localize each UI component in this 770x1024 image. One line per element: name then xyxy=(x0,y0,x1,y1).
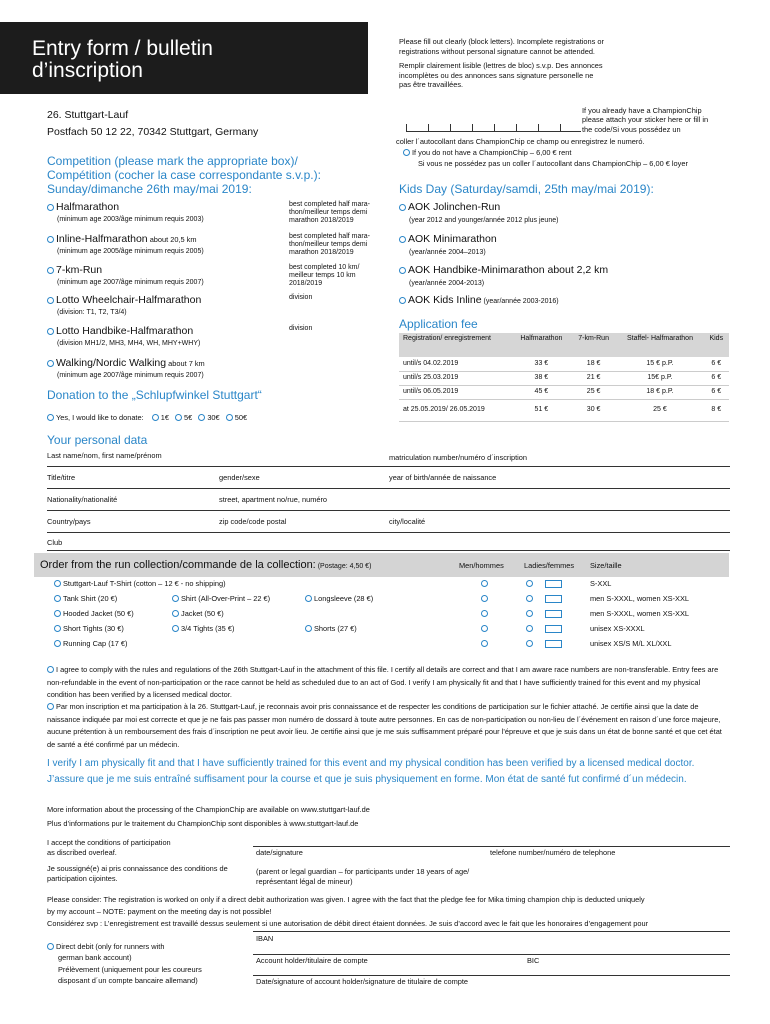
ladies-radio[interactable] xyxy=(526,625,533,632)
donation-heading: Donation to the „Schlupfwinkel Stuttgart“ xyxy=(47,388,262,402)
street-label: street, apartment no/rue, numéro xyxy=(219,495,328,504)
order-item[interactable]: Jacket (50 €) xyxy=(172,610,224,619)
best-time-field[interactable]: best completed half mara- thon/meilleur temps demi marathon 2018/2019 xyxy=(289,201,370,225)
order-radio[interactable] xyxy=(172,595,179,602)
fee-col-header: 7-km-Run xyxy=(571,333,617,357)
kids-year-note: (year/année 2004–2013) xyxy=(409,249,486,256)
chip-note: If you already have a ChampionChip please attach your sticker here or fill in the code/Si vous possédez un xyxy=(582,106,709,134)
phone-label: telefone number/numéro de telephone xyxy=(490,848,616,857)
fee-col-header: Staffel- Halfmarathon xyxy=(616,333,703,357)
fee-table xyxy=(399,333,729,422)
order-size: men S-XXXL, women XS-XXL xyxy=(590,609,689,618)
fee-cell: 30 € xyxy=(571,399,617,421)
donation-1-radio[interactable] xyxy=(152,414,159,421)
donation-yes-radio[interactable] xyxy=(47,414,54,421)
fee-cell: 15 € p.P. xyxy=(616,357,703,371)
guardian-note: (parent or legal guardian – for participants under 18 years of age/ représentant légal de mineur) xyxy=(256,867,470,886)
quantity-box[interactable] xyxy=(545,625,562,633)
best-time-field[interactable]: division xyxy=(289,294,313,301)
fee-cell: until/s 25.03.2019 xyxy=(399,371,512,385)
order-item[interactable]: Short Tights (30 €) xyxy=(54,625,124,634)
order-radio[interactable] xyxy=(54,610,61,617)
info-fr: Plus d’informations pur le traitement du ChampionChip sont disponibles à www.stuttgart-lauf.de xyxy=(47,819,359,828)
order-radio[interactable] xyxy=(54,640,61,647)
kids-option[interactable]: AOK Handbike-Minimarathon about 2,2 km xyxy=(399,264,608,277)
order-radio[interactable] xyxy=(54,625,61,632)
instructions-en: Please fill out clearly (block letters). Incomplete registrations or registrations without personal signature cannot be attended. xyxy=(399,37,604,56)
kids-option[interactable]: AOK Kids Inline (year/année 2003-2016) xyxy=(399,294,559,307)
fee-cell: until/s 06.05.2019 xyxy=(399,385,512,399)
address-line-1: 26. Stuttgart-Lauf xyxy=(47,109,129,121)
personal-heading: Your personal data xyxy=(47,433,148,447)
competition-heading: Competition (please mark the appropriate box)/ Compétition (cocher la case correspondante s.v.p.): Sunday/dimanche 26th may/mai 2019: xyxy=(47,154,321,196)
verify-text: I verify I am physically fit and that I have sufficiently trained for this event and my physical condition has been verified by a licensed medical doctor. J’assure que je me suis entraîné suffisament pour la course et que je suis physiquement en forme. Mon état de santé fut confirmé d´un médecin. xyxy=(47,758,695,785)
order-item[interactable]: Stuttgart-Lauf T-Shirt (cotton – 12 € - no shipping) xyxy=(54,580,226,589)
fee-row xyxy=(399,385,729,399)
kids-option[interactable]: AOK Jolinchen-Run xyxy=(399,201,500,214)
fee-cell: 21 € xyxy=(571,371,617,385)
order-radio[interactable] xyxy=(54,580,61,587)
kids-radio[interactable] xyxy=(399,204,406,211)
fee-cell: 18 € p.P. xyxy=(616,385,703,399)
fee-cell: 25 € xyxy=(616,399,703,421)
direct-debit-option[interactable]: Direct debit (only for runners with german bank account) Prélèvement (uniquement pour les coureurs disposant d´un compte bancaire allemand) xyxy=(47,941,202,987)
accept-text-fr: Je soussigné(e) ai pris connaissance des conditions de participation cijointes. xyxy=(47,864,228,883)
agreement-en: I agree to comply with the rules and regulations of the 26th Stuttgart-Lauf in the attachment of this file. I certify all details are correct and that I am aware race numbers are non-transferable. Entry fees are non-refundable in the event of non-participation or the race cannot be held as scheduled due to an act of God. I verify I am physically fit and that I have sufficiently trained for this event and my physical condition has been verified by a licensed medical doctor. xyxy=(47,665,719,700)
fee-heading: Application fee xyxy=(399,317,478,331)
order-size: S-XXL xyxy=(590,579,612,588)
order-item[interactable]: Hooded Jacket (50 €) xyxy=(54,610,134,619)
men-radio[interactable] xyxy=(481,625,488,632)
competition-age-note: (minimum age 2007/âge minimum requis 2007) xyxy=(57,372,204,379)
fee-cell: 8 € xyxy=(704,399,729,421)
order-size: men S-XXXL, women XS-XXL xyxy=(590,594,689,603)
men-radio[interactable] xyxy=(481,610,488,617)
best-time-field[interactable]: best completed half mara- thon/meilleur temps demi marathon 2018/2019 xyxy=(289,233,370,257)
competition-option[interactable]: Halfmarathon xyxy=(47,201,119,214)
donation-options: Yes, I would like to donate: 1€ 5€ 30€ 50€ xyxy=(47,414,247,423)
competition-radio[interactable] xyxy=(47,204,54,211)
fee-col-header: Halfmarathon xyxy=(512,333,571,357)
competition-option[interactable]: Inline-Halfmarathon about 20,5 km xyxy=(47,233,197,246)
competition-option[interactable]: 7-km-Run xyxy=(47,264,102,277)
best-time-field[interactable]: best completed 10 km/ meilleur temps 10 km 2018/2019 xyxy=(289,264,360,288)
fee-row xyxy=(399,357,729,371)
birth-label: year of birth/année de naissance xyxy=(389,473,497,482)
instructions-fr: Remplir clairement lisible (lettres de bloc) s.v.p. Des annonces incomplètes ou des annonces sans signature personelle ne pas être travaillées. xyxy=(399,61,603,90)
competition-age-note: (division: T1, T2, T3/4) xyxy=(57,309,127,316)
order-heading: Order from the run collection/commande de la collection: (Postage: 4,50 €) xyxy=(40,559,372,571)
order-radio[interactable] xyxy=(305,625,312,632)
title-label: Title/titre xyxy=(47,473,76,482)
best-time-field[interactable]: division xyxy=(289,325,313,332)
chip-rent-fr: Si vous ne possédez pas un coller l´autocollant dans ChampionChip – 6,00 € loyer xyxy=(418,159,688,168)
fee-cell: 18 € xyxy=(571,357,617,371)
fee-cell: 33 € xyxy=(512,357,571,371)
fee-cell: 38 € xyxy=(512,371,571,385)
donation-5-radio[interactable] xyxy=(175,414,182,421)
order-size: unisex XS/S M/L XL/XXL xyxy=(590,639,672,648)
debit-note: Please consider: The registration is worked on only if a direct debit authorization was given. I agree with the fact that the pledge fee for Mika timing champion chip is deducted uniquely by my account – NOTE: payment on the meeting day is not possible! Considérez svp : L’enregistrement est travaillé dessus seulement si une autorisation de débit direct étaient données. Je suis d’accord avec le fait que les honoraires d’engagement pour xyxy=(47,895,649,929)
order-radio[interactable] xyxy=(305,595,312,602)
account-holder-label: Account holder/titulaire de compte xyxy=(256,956,368,965)
zip-label: zip code/code postal xyxy=(219,517,287,526)
chip-note-fr: coller l´autocollant dans ChampionChip ce champ ou enregistrez le numeró. xyxy=(396,137,645,146)
kids-radio[interactable] xyxy=(399,297,406,304)
kids-year-note: (year 2012 and younger/année 2012 plus jeune) xyxy=(409,217,559,224)
competition-age-note: (minimum age 2007/âge minimum requis 2007) xyxy=(57,279,204,286)
fee-cell: 15€ p.P. xyxy=(616,371,703,385)
agreement-radio[interactable] xyxy=(47,666,54,673)
order-size-header: Size/taille xyxy=(590,561,622,570)
chip-rent-radio[interactable] xyxy=(403,149,410,156)
club-label: Club xyxy=(47,538,63,547)
matric-label: matriculation number/numéro d´inscription xyxy=(389,453,528,462)
competition-radio[interactable] xyxy=(47,360,54,367)
ladies-radio[interactable] xyxy=(526,595,533,602)
order-size: unisex XS-XXXL xyxy=(590,624,645,633)
order-item[interactable]: Running Cap (17 €) xyxy=(54,640,128,649)
nationality-label: Nationality/nationalité xyxy=(47,495,118,504)
kids-option[interactable]: AOK Minimarathon xyxy=(399,233,497,246)
ladies-radio[interactable] xyxy=(526,580,533,587)
competition-option[interactable]: Walking/Nordic Walking about 7 km xyxy=(47,357,205,370)
fee-col-header: Registration/ enregistrement xyxy=(399,333,512,357)
competition-radio[interactable] xyxy=(47,236,54,243)
address-line-2: Postfach 50 12 22, 70342 Stuttgart, Germany xyxy=(47,126,259,138)
competition-radio[interactable] xyxy=(47,328,54,335)
donation-30-radio[interactable] xyxy=(198,414,205,421)
ladies-radio[interactable] xyxy=(526,610,533,617)
competition-age-note: (minimum age 2005/âge minimum requis 2005) xyxy=(57,248,204,255)
donation-50-radio[interactable] xyxy=(226,414,233,421)
name-label: Last name/nom, first name/prénom xyxy=(47,451,162,460)
fee-cell: 6 € xyxy=(704,371,729,385)
order-men-header: Men/hommes xyxy=(459,561,504,570)
bic-label: BIC xyxy=(527,956,540,965)
fee-col-header: Kids xyxy=(704,333,729,357)
city-label: city/localité xyxy=(389,517,426,526)
competition-option[interactable]: Lotto Wheelchair-Halfmarathon xyxy=(47,294,201,307)
ladies-radio[interactable] xyxy=(526,640,533,647)
quantity-box[interactable] xyxy=(545,595,562,603)
fee-cell: until/s 04.02.2019 xyxy=(399,357,512,371)
order-item[interactable]: Shirt (All-Over-Print – 22 €) xyxy=(172,595,270,604)
kids-radio[interactable] xyxy=(399,236,406,243)
fee-cell: 25 € xyxy=(571,385,617,399)
order-radio[interactable] xyxy=(172,625,179,632)
date-signature-label: date/signature xyxy=(256,848,303,857)
order-ladies-header: Ladies/femmes xyxy=(524,561,575,570)
kids-year-note: (year/année 2004-2013) xyxy=(409,280,485,287)
fee-cell: 6 € xyxy=(704,357,729,371)
account-signature-label: Date/signature of account holder/signature de titulaire de compte xyxy=(256,977,468,986)
men-radio[interactable] xyxy=(481,595,488,602)
fee-cell: 45 € xyxy=(512,385,571,399)
men-radio[interactable] xyxy=(481,580,488,587)
competition-age-note: (division MH1/2, MH3, MH4, WH, MHY+WHY) xyxy=(57,340,201,347)
order-radio[interactable] xyxy=(172,610,179,617)
country-label: Country/pays xyxy=(47,517,91,526)
fee-cell: at 25.05.2019/ 26.05.2019 xyxy=(399,399,512,421)
chip-code-field[interactable] xyxy=(406,110,581,132)
order-item[interactable]: Shorts (27 €) xyxy=(305,625,357,634)
competition-radio[interactable] xyxy=(47,297,54,304)
competition-radio[interactable] xyxy=(47,267,54,274)
order-item[interactable]: Longsleeve (28 €) xyxy=(305,595,373,604)
quantity-box[interactable] xyxy=(545,580,562,588)
iban-label: IBAN xyxy=(256,934,274,943)
fee-row xyxy=(399,399,729,421)
kids-heading: Kids Day (Saturday/samdi, 25th may/mai 2019): xyxy=(399,182,654,196)
fee-cell: 51 € xyxy=(512,399,571,421)
form-title: Entry form / bulletin d’inscription xyxy=(32,37,213,83)
fee-cell: 6 € xyxy=(704,385,729,399)
direct-debit-radio[interactable] xyxy=(47,943,54,950)
competition-age-note: (minimum age 2003/âge minimum requis 2003) xyxy=(57,216,204,223)
men-radio[interactable] xyxy=(481,640,488,647)
kids-radio[interactable] xyxy=(399,267,406,274)
accept-text: I accept the conditions of participation as discribed overleaf. xyxy=(47,838,171,857)
chip-rent-option[interactable]: If you do not have a ChampionChip – 6,00 € rent xyxy=(403,149,571,158)
quantity-box[interactable] xyxy=(545,640,562,648)
info-en: More information about the processing of the ChampionChip are available on www.stuttgart-lauf.de xyxy=(47,805,370,814)
competition-option[interactable]: Lotto Handbike-Halfmarathon xyxy=(47,325,193,338)
fee-row xyxy=(399,371,729,385)
quantity-box[interactable] xyxy=(545,610,562,618)
order-item[interactable]: Tank Shirt (20 €) xyxy=(54,595,117,604)
order-radio[interactable] xyxy=(54,595,61,602)
order-item[interactable]: 3/4 Tights (35 €) xyxy=(172,625,234,634)
agreement-fr-radio[interactable] xyxy=(47,703,54,710)
gender-label: gender/sexe xyxy=(219,473,260,482)
agreement-fr: Par mon inscription et ma participation à la 26. Stuttgart-Lauf, je reconnais avoir pris connaissance et de respecter les conditions de participation sur le fichier attaché. Je certifie ainsi que la date de naissance indiquée par moi est correcte et que je ne fais pas passer mon numéro de dossard à toute autre personnes. En cas de non-participation ou non-lieu de l´événement en raison d´une force majeure, aucune prétention à un remboursement des frais d´inscription ne peut avoir lieu. Je certifie ainsi que je me suis suffisamment préparé pour l’épreuve et que je suis dans un état de bonne santé et que cet état de santé a été confirmé par un médecin. xyxy=(47,702,722,749)
